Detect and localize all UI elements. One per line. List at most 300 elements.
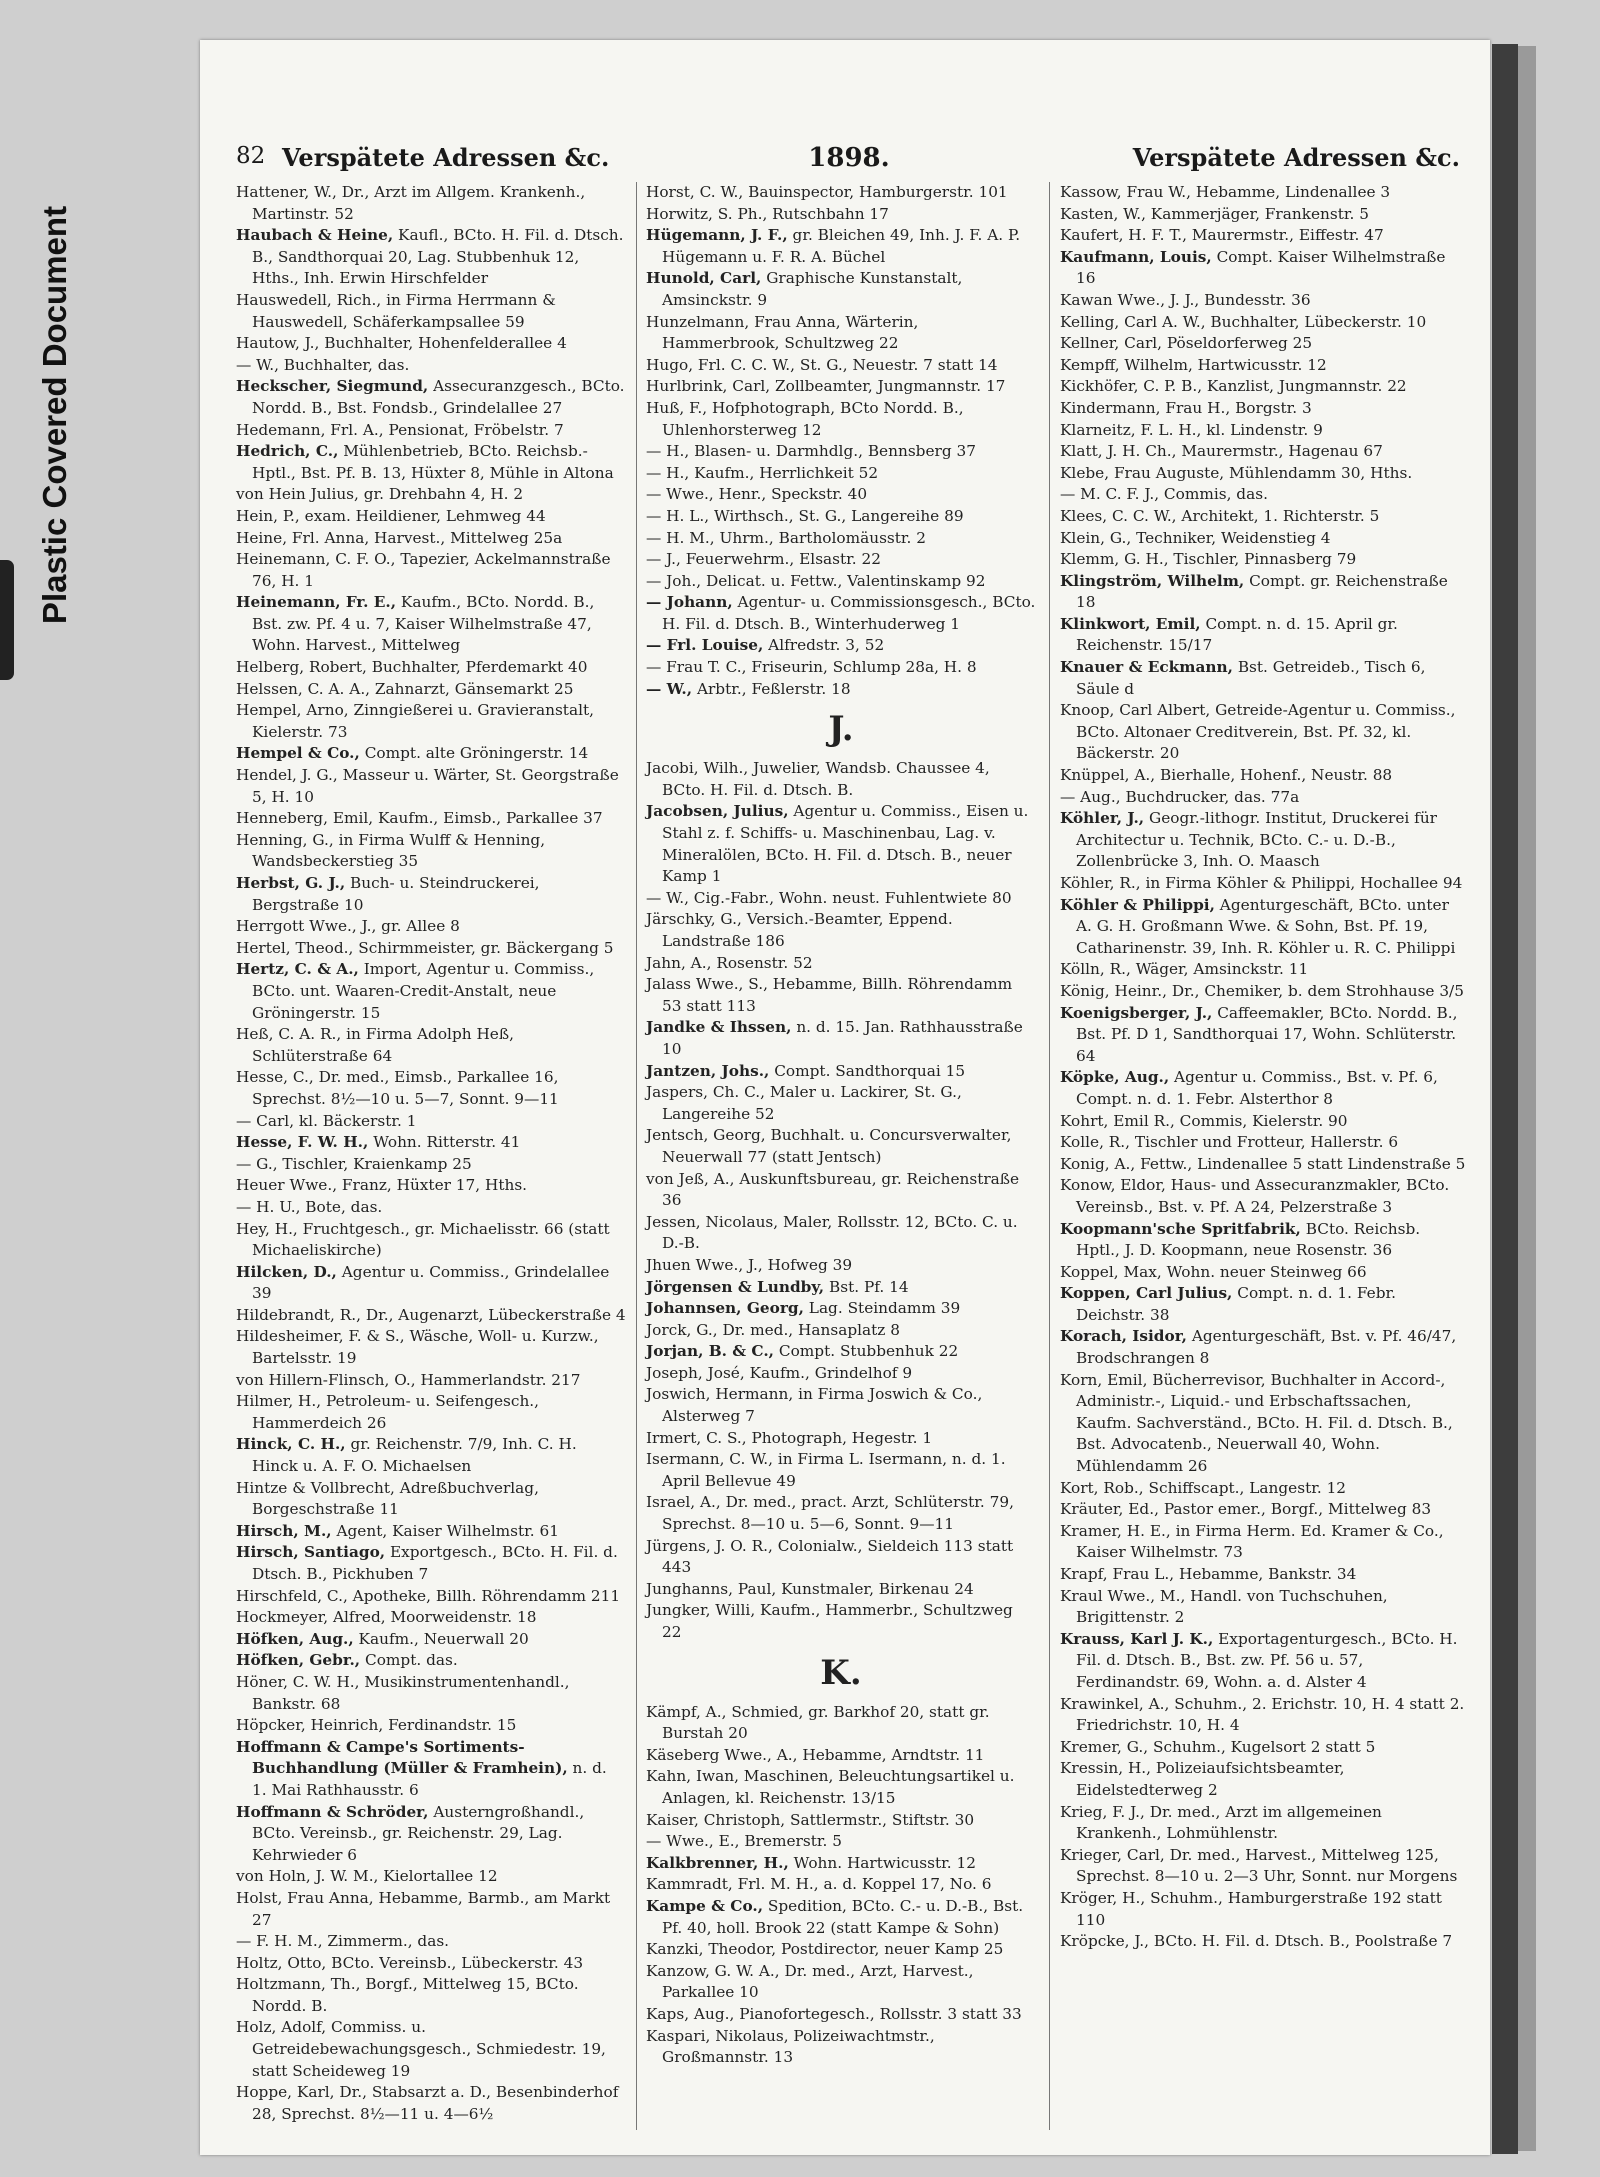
entry-details: Helberg, Robert, Buchhalter, Pferdemarkt 40	[236, 658, 588, 677]
directory-entry	[236, 2082, 626, 2125]
entry-details: Heine, Frl. Anna, Harvest., Mittelweg 25a	[236, 528, 563, 547]
entry-details: — Frau T. C., Friseurin, Schlump 28a, H. 8	[646, 658, 977, 677]
directory-entry	[646, 1017, 1036, 1060]
directory-entry	[646, 1255, 1036, 1277]
entry-details: Holz, Adolf, Commiss. u. Getreidebewachungsgesch., Schmiedestr. 19, statt Scheideweg 19	[236, 2018, 606, 2080]
entry-details: — J., Feuerwehrm., Elsastr. 22	[646, 550, 881, 569]
directory-entry	[236, 1067, 626, 1110]
directory-entry	[646, 376, 1036, 398]
entry-name: Köhler & Philippi,	[1060, 895, 1215, 914]
entry-details: Bst. Pf. 14	[824, 1277, 909, 1296]
directory-entry	[1060, 1219, 1468, 1262]
entry-details: Compt. das.	[360, 1651, 458, 1670]
directory-entry	[1060, 614, 1468, 657]
directory-entry	[646, 1745, 1036, 1767]
directory-entry	[646, 1082, 1036, 1125]
directory-entry	[1060, 247, 1468, 290]
entry-details: Compt. Kaiser Wilhelmstraße 16	[1076, 247, 1446, 288]
entry-details: Jungker, Willi, Kaufm., Hammerbr., Schultzweg 22	[646, 1601, 1013, 1641]
entry-details: Klarneitz, F. L. H., kl. Lindenstr. 9	[1060, 420, 1323, 439]
entry-details: Assecuranzgesch., BCto. Nordd. B., Bst. Fondsb., Grindelallee 27	[252, 377, 625, 417]
directory-entry	[646, 225, 1036, 268]
directory-entry	[236, 1607, 626, 1629]
entry-details: von Jeß, A., Auskunftsbureau, gr. Reichenstraße 36	[646, 1169, 1020, 1210]
directory-entry	[236, 1305, 626, 1327]
directory-entry	[646, 182, 1036, 204]
entry-name: Haubach & Heine,	[236, 226, 394, 245]
entry-details: Compt. n. d. 1. Febr. Deichstr. 38	[1076, 1284, 1397, 1324]
entry-details: Jahn, A., Rosenstr. 52	[646, 953, 813, 972]
entry-name: Koenigsberger, J.,	[1060, 1003, 1213, 1022]
entry-name: Koppen, Carl Julius,	[1060, 1284, 1233, 1303]
directory-entry	[1060, 571, 1468, 614]
directory-entry	[646, 1320, 1036, 1342]
entry-details: Spedition, BCto. C.- u. D.-B., Bst. Pf. 40, holl. Brook 22 (statt Kampe & Sohn)	[662, 1896, 1024, 1937]
directory-entry	[646, 1384, 1036, 1427]
entry-details: Jacobi, Wilh., Juwelier, Wandsb. Chaussee 4, BCto. H. Fil. d. Dtsch. B.	[646, 759, 990, 799]
entry-details: Kämpf, A., Schmied, gr. Barkhof 20, statt gr. Burstah 20	[646, 1702, 990, 1743]
directory-entry	[646, 441, 1036, 463]
directory-entry	[646, 1853, 1036, 1875]
entry-details: Horwitz, S. Ph., Rutschbahn 17	[646, 204, 889, 223]
entry-details: Agenturgeschäft, BCto. unter A. G. H. Großmann Wwe. & Sohn, Bst. Pf. 19, Catharinenstr. 39, Inh. R. Köhler u. R. C. Philippi	[1076, 895, 1456, 957]
directory-entry	[236, 959, 626, 1024]
directory-entry	[1060, 463, 1468, 485]
directory-entry	[1060, 1931, 1468, 1953]
directory-entry	[646, 1702, 1036, 1745]
directory-entry	[236, 592, 626, 657]
directory-entry	[236, 290, 626, 333]
directory-entry	[1060, 787, 1468, 809]
entry-details: Kaps, Aug., Pianofortegesch., Rollsstr. 3 statt 33	[646, 2004, 1022, 2023]
entry-details: Jhuen Wwe., J., Hofweg 39	[646, 1255, 853, 1274]
directory-entry	[236, 1434, 626, 1477]
entry-details: Holtzmann, Th., Borgf., Mittelweg 15, BCto. Nordd. B.	[236, 1975, 579, 2015]
directory-entry	[236, 1715, 626, 1737]
entry-details: Hugo, Frl. C. C. W., St. G., Neuestr. 7 statt 14	[646, 355, 998, 374]
entry-details: Klemm, G. H., Tischler, Pinnasberg 79	[1060, 550, 1357, 569]
entry-name: Jandke & Ihssen,	[646, 1018, 792, 1037]
directory-entry	[236, 182, 626, 225]
year-heading: 1898.	[808, 143, 890, 173]
entry-details: Austerngroßhandl., BCto. Vereinsb., gr. Reichenstr. 29, Lag. Kehrwieder 6	[252, 1802, 585, 1864]
directory-entry	[236, 441, 626, 484]
section-heading-j: J.	[828, 709, 854, 750]
entry-details: Kraul Wwe., M., Handl. von Tuchschuhen, Brigittenstr. 2	[1060, 1586, 1388, 1627]
directory-entry	[646, 268, 1036, 311]
entry-details: Kaspari, Nikolaus, Polizeiwachtmstr., Großmannstr. 13	[646, 2026, 935, 2067]
entry-details: Jessen, Nicolaus, Maler, Rollsstr. 12, BCto. C. u. D.-B.	[646, 1212, 1018, 1253]
directory-entry	[1060, 1888, 1468, 1931]
column-3	[1060, 182, 1468, 1953]
entry-name: Johannsen, Georg,	[646, 1299, 804, 1318]
entry-details: — H. L., Wirthsch., St. G., Langereihe 89	[646, 506, 964, 525]
directory-entry	[646, 1341, 1036, 1363]
entry-details: Kaufert, H. F. T., Maurermstr., Eiffestr. 47	[1060, 226, 1384, 245]
directory-entry	[646, 1298, 1036, 1320]
entry-name: — W.,	[646, 679, 693, 698]
directory-entry	[236, 420, 626, 442]
entry-details: Heß, C. A. R., in Firma Adolph Heß, Schlüterstraße 64	[236, 1025, 514, 1065]
directory-entry	[236, 549, 626, 592]
directory-entry	[646, 1939, 1036, 1961]
directory-entry	[1060, 1758, 1468, 1801]
entry-details: König, Heinr., Dr., Chemiker, b. dem Strohhause 3/5	[1060, 981, 1464, 1000]
directory-entry	[646, 679, 1036, 701]
entry-details: Exportgesch., BCto. H. Fil. d. Dtsch. B., Pickhuben 7	[252, 1543, 618, 1583]
directory-entry	[236, 808, 626, 830]
entry-details: Kellner, Carl, Pöseldorferweg 25	[1060, 334, 1313, 353]
directory-entry	[236, 528, 626, 550]
entry-details: Alfredstr. 3, 52	[763, 636, 885, 655]
directory-entry	[236, 1650, 626, 1672]
entry-name: Herbst, G. J.,	[236, 874, 346, 892]
entry-details: Henning, G., in Firma Wulff & Henning, Wandsbeckerstieg 35	[236, 830, 546, 871]
directory-entry	[1060, 1802, 1468, 1845]
directory-entry	[236, 830, 626, 873]
directory-entry	[1060, 700, 1468, 765]
directory-entry	[236, 873, 626, 916]
directory-entry	[646, 1169, 1036, 1212]
directory-entry	[236, 938, 626, 960]
directory-entry	[646, 463, 1036, 485]
entry-details: gr. Reichenstr. 7/9, Inh. C. H. Hinck u. A. F. O. Michaelsen	[252, 1435, 577, 1476]
directory-entry	[1060, 1283, 1468, 1326]
entry-details: Hempel, Arno, Zinngießerei u. Gravieranstalt, Kielerstr. 73	[236, 701, 594, 741]
entry-details: — Wwe., E., Bremerstr. 5	[646, 1832, 842, 1851]
entry-name: Hunold, Carl,	[646, 269, 762, 288]
entry-details: Knoop, Carl Albert, Getreide-Agentur u. Commiss., BCto. Altonaer Creditverein, Bst. Pf. 32, kl. Bäckerstr. 20	[1060, 701, 1456, 763]
directory-entry	[646, 484, 1036, 506]
directory-entry	[646, 953, 1036, 975]
entry-details: Kröpcke, J., BCto. H. Fil. d. Dtsch. B., Poolstraße 7	[1060, 1932, 1453, 1951]
directory-entry	[646, 549, 1036, 571]
entry-details: Kressin, H., Polizeiaufsichtsbeamter, Eidelstedterweg 2	[1060, 1759, 1345, 1799]
directory-entry	[236, 1478, 626, 1521]
entry-name: Knauer & Eckmann,	[1060, 658, 1233, 677]
directory-entry	[236, 2017, 626, 2082]
entry-details: von Holn, J. W. M., Kielortallee 12	[236, 1867, 498, 1886]
entry-details: Import, Agentur u. Commiss., BCto. unt. Waaren-Credit-Anstalt, neue Gröningerstr. 15	[252, 960, 595, 1022]
entry-details: Hey, H., Fruchtgesch., gr. Michaelisstr. 66 (statt Michaeliskirche)	[236, 1219, 610, 1260]
page-edge-shadow	[1492, 44, 1518, 2154]
entry-details: Hein, P., exam. Heildiener, Lehmweg 44	[236, 506, 546, 525]
entry-details: Graphische Kunstanstalt, Amsinckstr. 9	[662, 269, 963, 309]
directory-entry	[236, 1672, 626, 1715]
directory-entry	[1060, 1586, 1468, 1629]
entry-details: Henneberg, Emil, Kaufm., Eimsb., Parkallee 37	[236, 809, 603, 828]
entry-details: Krawinkel, A., Schuhm., 2. Erichstr. 10, H. 4 statt 2. Friedrichstr. 10, H. 4	[1060, 1694, 1465, 1735]
entry-details: Hirschfeld, C., Apotheke, Billh. Röhrendamm 211	[236, 1586, 621, 1605]
entry-details: Klees, C. C. W., Architekt, 1. Richterstr. 5	[1060, 506, 1380, 525]
directory-entry	[1060, 1694, 1468, 1737]
entry-details: Korn, Emil, Bücherrevisor, Buchhalter in Accord-, Administr.-, Liquid.- und Erbschaftssachen, Kaufm. Sachverständ., BCto. H. Fil. d. Dtsch. B., Bst. Advocatenb., Neuerwall 40, Wohn. Mühlendamm 26	[1060, 1370, 1453, 1476]
directory-entry	[1060, 1499, 1468, 1521]
entry-details: Hendel, J. G., Masseur u. Wärter, St. Georgstraße 5, H. 10	[236, 766, 619, 806]
directory-entry	[646, 1212, 1036, 1255]
directory-entry	[1060, 1737, 1468, 1759]
entry-details: Knüppel, A., Bierhalle, Hohenf., Neustr. 88	[1060, 766, 1393, 785]
directory-entry	[1060, 657, 1468, 700]
directory-entry	[236, 355, 626, 377]
entry-details: — Carl, kl. Bäckerstr. 1	[236, 1111, 417, 1130]
entry-name: Köhler, J.,	[1060, 809, 1145, 828]
entry-details: Kickhöfer, C. P. B., Kanzlist, Jungmannstr. 22	[1060, 377, 1407, 396]
directory-entry	[646, 1428, 1036, 1450]
page-number: 82	[236, 143, 266, 169]
entry-details: Hurlbrink, Carl, Zollbeamter, Jungmannstr. 17	[646, 377, 1006, 396]
entry-name: Hedrich, C.,	[236, 442, 339, 461]
entry-name: Jörgensen & Lundby,	[646, 1277, 825, 1296]
directory-entry	[236, 1262, 626, 1305]
entry-details: Kempff, Wilhelm, Hartwicusstr. 12	[1060, 355, 1327, 374]
directory-entry	[1060, 355, 1468, 377]
entry-details: Hintze & Vollbrecht, Adreßbuchverlag, Borgeschstraße 11	[236, 1478, 539, 1519]
entry-details: Kröger, H., Schuhm., Hamburgerstraße 192 statt 110	[1060, 1888, 1442, 1929]
running-title-left: Verspätete Adressen &c.	[282, 143, 610, 172]
entry-name: Hinck, C. H.,	[236, 1435, 346, 1454]
entry-details: Höner, C. W. H., Musikinstrumentenhandl., Bankstr. 68	[236, 1672, 570, 1713]
directory-entry	[646, 398, 1036, 441]
directory-entry	[1060, 1478, 1468, 1500]
directory-entry	[236, 657, 626, 679]
entry-details: Holtz, Otto, BCto. Vereinsb., Lübeckerstr. 43	[236, 1953, 584, 1972]
entry-name: Hempel & Co.,	[236, 744, 360, 763]
entry-details: — H. U., Bote, das.	[236, 1197, 383, 1216]
entry-details: Helssen, C. A. A., Zahnarzt, Gänsemarkt 25	[236, 679, 574, 698]
directory-entry	[236, 1132, 626, 1154]
entry-details: Kasten, W., Kammerjäger, Frankenstr. 5	[1060, 204, 1369, 223]
entry-details: — H., Blasen- u. Darmhdlg., Bennsberg 37	[646, 442, 976, 461]
directory-entry	[646, 506, 1036, 528]
directory-entry	[1060, 1003, 1468, 1068]
entry-details: — W., Cig.-Fabr., Wohn. neust. Fuhlentwiete 80	[646, 888, 1012, 907]
entry-details: Kaiser, Christoph, Sattlermstr., Stiftstr. 30	[646, 1810, 975, 1829]
entry-details: Junghanns, Paul, Kunstmaler, Birkenau 24	[646, 1579, 974, 1598]
entry-details: — H., Kaufm., Herrlichkeit 52	[646, 463, 879, 482]
entry-details: Hunzelmann, Frau Anna, Wärterin, Hammerbrook, Schultzweg 22	[646, 312, 919, 353]
entry-details: von Hillern-Flinsch, O., Hammerlandstr. 217	[236, 1370, 581, 1389]
directory-entry	[646, 2004, 1036, 2026]
directory-entry	[1060, 528, 1468, 550]
entry-details: Hertel, Theod., Schirmmeister, gr. Bäckergang 5	[236, 938, 614, 957]
directory-entry	[236, 1154, 626, 1176]
cover-label-text: Plastic Covered Document	[36, 205, 73, 625]
entry-details: Geogr.-lithogr. Institut, Druckerei für Architectur u. Technik, BCto. C.- u. D.-B., Zollenbrücke 3, Inh. O. Maasch	[1076, 809, 1437, 871]
entry-details: Kolle, R., Tischler und Frotteur, Hallerstr. 6	[1060, 1133, 1399, 1152]
directory-entry	[646, 635, 1036, 657]
entry-details: Agentur u. Commiss., Eisen u. Stahl z. f. Schiffs- u. Maschinenbau, Lag. v. Mineralölen, BCto. H. Fil. d. Dtsch. B., neuer Kamp 1	[662, 802, 1029, 886]
entry-name: Kampe & Co.,	[646, 1896, 764, 1915]
entry-details: Bst. Getreideb., Tisch 6, Säule d	[1076, 658, 1426, 698]
directory-entry	[1060, 1521, 1468, 1564]
directory-entry	[236, 1629, 626, 1651]
entry-details: Klatt, J. H. Ch., Maurermstr., Hagenau 67	[1060, 442, 1383, 461]
entry-details: Konig, A., Fettw., Lindenallee 5 statt Lindenstraße 5	[1060, 1154, 1466, 1173]
entry-details: Compt. Sandthorquai 15	[769, 1061, 966, 1080]
directory-entry	[646, 758, 1036, 801]
directory-entry	[236, 1370, 626, 1392]
entry-details: Köhler, R., in Firma Köhler & Philippi, Hochallee 94	[1060, 874, 1463, 892]
directory-entry	[236, 679, 626, 701]
entry-details: Kelling, Carl A. W., Buchhalter, Lübeckerstr. 10	[1060, 312, 1427, 331]
directory-entry	[1060, 1326, 1468, 1369]
entry-details: Kahn, Iwan, Maschinen, Beleuchtungsartikel u. Anlagen, kl. Reichenstr. 13/15	[646, 1767, 1015, 1807]
directory-entry	[646, 974, 1036, 1017]
entry-details: Jürgens, J. O. R., Colonialw., Sieldeich 113 statt 443	[646, 1536, 1014, 1577]
entries-h	[646, 182, 1036, 700]
entry-details: Mühlenbetrieb, BCto. Reichsb.-Hptl., Bst. Pf. B. 13, Hüxter 8, Mühle in Altona	[252, 442, 614, 482]
entry-details: — F. H. M., Zimmerm., das.	[236, 1932, 450, 1951]
directory-entry	[646, 355, 1036, 377]
entry-details: Buch- u. Steindruckerei, Bergstraße 10	[252, 874, 540, 914]
entry-details: Kindermann, Frau H., Borgstr. 3	[1060, 398, 1312, 417]
directory-entry	[236, 1802, 626, 1867]
directory-entry	[236, 1024, 626, 1067]
entry-details: Horst, C. W., Bauinspector, Hamburgerstr. 101	[646, 183, 1008, 201]
directory-entry	[1060, 182, 1468, 204]
cover-label	[36, 145, 74, 685]
directory-entry	[646, 1961, 1036, 2004]
entry-details: Käseberg Wwe., A., Hebamme, Arndtstr. 11	[646, 1745, 985, 1764]
entry-name: Höfken, Gebr.,	[236, 1651, 361, 1670]
directory-entry	[646, 312, 1036, 355]
entry-details: Kawan Wwe., J. J., Bundesstr. 36	[1060, 290, 1311, 309]
directory-entry	[1060, 290, 1468, 312]
entry-details: Kanzow, G. W. A., Dr. med., Arzt, Harvest., Parkallee 10	[646, 1961, 974, 2002]
directory-entry	[646, 888, 1036, 910]
entry-details: Compt. n. d. 15. April gr. Reichenstr. 15/17	[1076, 614, 1398, 655]
directory-entry	[646, 1277, 1036, 1299]
entry-name: Hertz, C. & A.,	[236, 960, 359, 979]
directory-entry	[646, 204, 1036, 226]
entry-details: Kaufm., BCto. Nordd. B., Bst. zw. Pf. 4 u. 7, Kaiser Wilhelmstraße 47, Wohn. Harvest., Mittelweg	[252, 593, 595, 655]
directory-entry	[646, 528, 1036, 550]
entry-details: Holst, Frau Anna, Hebamme, Barmb., am Markt 27	[236, 1888, 611, 1929]
directory-entry	[1060, 1564, 1468, 1586]
entry-details: Compt. Stubbenhuk 22	[774, 1342, 959, 1361]
directory-entry	[236, 1111, 626, 1133]
directory-entry	[1060, 895, 1468, 960]
entry-details: Kremer, G., Schuhm., Kugelsort 2 statt 5	[1060, 1737, 1376, 1756]
directory-entry	[236, 1521, 626, 1543]
directory-entry	[646, 2026, 1036, 2069]
directory-entry	[1060, 333, 1468, 355]
entry-details: Arbtr., Feßlerstr. 18	[692, 679, 851, 698]
directory-entry	[236, 1391, 626, 1434]
directory-entry	[236, 700, 626, 743]
directory-entry	[646, 571, 1036, 593]
directory-entry	[1060, 873, 1468, 895]
entry-details: Jalass Wwe., S., Hebamme, Billh. Röhrendamm 53 statt 113	[646, 975, 1013, 1015]
entry-name: — Johann,	[646, 593, 733, 612]
directory-entry	[236, 484, 626, 506]
directory-entry	[646, 1579, 1036, 1601]
entry-details: Krieg, F. J., Dr. med., Arzt im allgemeinen Krankenh., Lohmühlenstr.	[1060, 1802, 1382, 1843]
directory-entry	[1060, 376, 1468, 398]
directory-entry	[646, 1449, 1036, 1492]
entry-details: Kräuter, Ed., Pastor emer., Borgf., Mittelweg 83	[1060, 1500, 1432, 1519]
entry-details: Hildesheimer, F. & S., Wäsche, Woll- u. Kurzw., Bartelsstr. 19	[236, 1327, 599, 1368]
entry-details: Wohn. Hartwicusstr. 12	[788, 1853, 976, 1872]
entry-details: Kaufm., Neuerwall 20	[353, 1629, 529, 1648]
directory-entry	[646, 1536, 1036, 1579]
entry-name: Hoffmann & Schröder,	[236, 1802, 429, 1821]
directory-entry	[646, 909, 1036, 952]
column-divider	[636, 182, 637, 2130]
directory-entry	[1060, 1262, 1468, 1284]
directory-entry	[646, 1600, 1036, 1643]
entry-details: Agenturgeschäft, Bst. v. Pf. 46/47, Brodschrangen 8	[1076, 1327, 1457, 1368]
entry-details: Irmert, C. S., Photograph, Hegestr. 1	[646, 1428, 933, 1447]
entry-details: Hoppe, Karl, Dr., Stabsarzt a. D., Besenbinderhof 28, Sprechst. 8½—11 u. 4—6½	[236, 2083, 619, 2123]
entry-details: — M. C. F. J., Commis, das.	[1060, 485, 1268, 504]
entry-details: Agentur u. Commiss., Bst. v. Pf. 6, Compt. n. d. 1. Febr. Alsterthor 8	[1076, 1068, 1438, 1108]
directory-entry	[236, 1326, 626, 1369]
directory-entry	[1060, 1132, 1468, 1154]
entry-name: Klingström, Wilhelm,	[1060, 571, 1245, 590]
entry-name: Hirsch, Santiago,	[236, 1543, 386, 1562]
entry-details: Hilmer, H., Petroleum- u. Seifengesch., Hammerdeich 26	[236, 1392, 540, 1432]
entry-details: Caffeemakler, BCto. Nordd. B., Bst. Pf. D 1, Sandthorquai 17, Wohn. Schlüterstr. 64	[1076, 1003, 1458, 1065]
entry-name: Höfken, Aug.,	[236, 1629, 354, 1648]
column-divider	[1049, 182, 1050, 2130]
entry-name: — Frl. Louise,	[646, 636, 764, 655]
page-edge-strip	[1518, 46, 1536, 2151]
directory-entry	[1060, 506, 1468, 528]
entry-name: Jorjan, B. & C.,	[646, 1342, 774, 1361]
entry-details: Hesse, C., Dr. med., Eimsb., Parkallee 16, Sprechst. 8½—10 u. 5—7, Sonnt. 9—11	[236, 1068, 559, 1108]
entry-details: Kassow, Frau W., Hebamme, Lindenallee 3	[1060, 183, 1391, 201]
entry-details: Jorck, G., Dr. med., Hansaplatz 8	[646, 1320, 900, 1339]
entry-details: Huß, F., Hofphotograph, BCto Nordd. B., Uhlenhorsterweg 12	[646, 398, 964, 439]
entry-name: Hügemann, J. F.,	[646, 226, 788, 245]
directory-entry	[646, 1363, 1036, 1385]
entry-details: gr. Bleichen 49, Inh. J. F. A. P. Hügemann u. F. R. A. Büchel	[662, 226, 1021, 266]
entry-details: Jentsch, Georg, Buchhalt. u. Concursverwalter, Neuerwall 77 (statt Jentsch)	[646, 1126, 1012, 1166]
directory-entry	[1060, 1067, 1468, 1110]
directory-entry	[1060, 398, 1468, 420]
directory-entry	[236, 1542, 626, 1585]
entry-details: Konow, Eldor, Haus- und Assecuranzmakler, BCto. Vereinsb., Bst. v. Pf. A 24, Pelzerstraße 3	[1060, 1176, 1450, 1216]
entry-details: Hautow, J., Buchhalter, Hohenfelderallee 4	[236, 334, 567, 353]
directory-entry	[236, 765, 626, 808]
entry-name: Heckscher, Siegmund,	[236, 377, 429, 396]
directory-entry	[236, 1586, 626, 1608]
entry-details: — H. M., Uhrm., Bartholomäusstr. 2	[646, 528, 927, 547]
entry-details: Hattener, W., Dr., Arzt im Allgem. Krankenh., Martinstr. 52	[236, 183, 586, 223]
directory-entry	[236, 376, 626, 419]
directory-entry	[1060, 484, 1468, 506]
entry-name: Jantzen, Johs.,	[646, 1061, 770, 1080]
entry-details: Isermann, C. W., in Firma L. Isermann, n. d. 1. April Bellevue 49	[646, 1450, 1006, 1490]
entry-details: Exportagenturgesch., BCto. H. Fil. d. Dtsch. B., Bst. zw. Pf. 56 u. 57, Ferdinandstr. 69, Wohn. a. d. Alster 4	[1076, 1629, 1458, 1691]
directory-entry	[646, 592, 1036, 635]
entry-name: Krauss, Karl J. K.,	[1060, 1629, 1214, 1648]
entry-name: Hilcken, D.,	[236, 1262, 337, 1281]
directory-entry	[1060, 312, 1468, 334]
entry-details: Kölln, R., Wäger, Amsinckstr. 11	[1060, 960, 1309, 979]
entry-details: — G., Tischler, Kraienkamp 25	[236, 1154, 472, 1173]
entry-details: Hedemann, Frl. A., Pensionat, Fröbelstr. 7	[236, 420, 564, 439]
entry-details: Hildebrandt, R., Dr., Augenarzt, Lübeckerstraße 4	[236, 1305, 626, 1324]
directory-entry	[646, 657, 1036, 679]
entry-name: Hoffmann & Campe's Sortiments-Buchhandlung (Müller & Framhein),	[236, 1737, 568, 1778]
running-title-right: Verspätete Adressen &c.	[1132, 143, 1460, 172]
entry-details: n. d. 15. Jan. Rathhausstraße 10	[662, 1018, 1023, 1058]
directory-entry	[1060, 1845, 1468, 1888]
directory-entry	[236, 1931, 626, 1953]
